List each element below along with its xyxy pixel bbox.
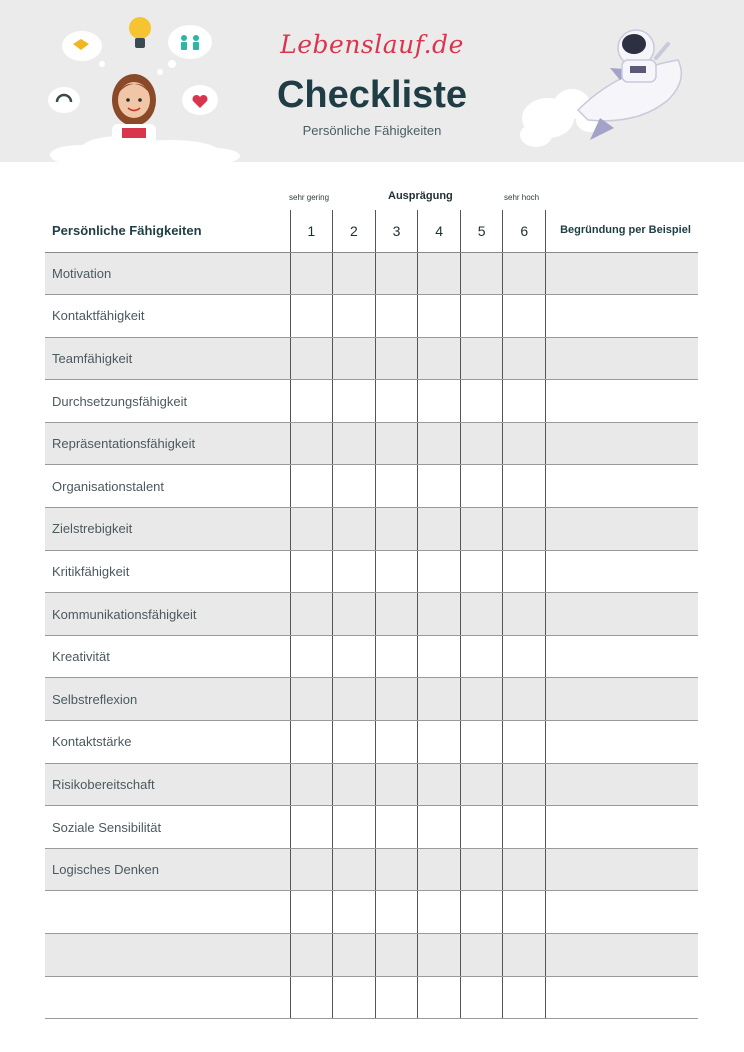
table-row — [45, 422, 698, 465]
skill-label: Kontaktfähigkeit — [45, 295, 290, 338]
table-row — [45, 508, 698, 551]
rating-cell-6[interactable] — [503, 337, 546, 380]
rating-cell-3[interactable] — [375, 635, 418, 678]
rating-cell-6[interactable] — [503, 465, 546, 508]
rating-cell-5[interactable] — [460, 848, 503, 891]
reason-cell[interactable] — [546, 422, 698, 465]
reason-cell[interactable] — [546, 550, 698, 593]
rating-cell-2[interactable] — [333, 763, 376, 806]
rating-cell-6[interactable] — [503, 678, 546, 721]
reason-cell[interactable] — [546, 635, 698, 678]
rating-cell-1[interactable] — [290, 806, 333, 849]
rating-cell-6[interactable] — [503, 848, 546, 891]
rating-cell-1[interactable] — [290, 891, 333, 934]
rating-cell-1[interactable] — [290, 422, 333, 465]
table-row — [45, 848, 698, 891]
rating-cell-4[interactable] — [418, 635, 461, 678]
rating-cell-1[interactable] — [290, 337, 333, 380]
rating-cell-4[interactable] — [418, 337, 461, 380]
rating-cell-4[interactable] — [418, 380, 461, 423]
checklist-table — [45, 210, 698, 1019]
rating-cell-2[interactable] — [333, 976, 376, 1019]
reason-cell[interactable] — [546, 252, 698, 295]
rating-cell-5[interactable] — [460, 422, 503, 465]
rating-cell-5[interactable] — [460, 891, 503, 934]
rating-cell-5[interactable] — [460, 252, 503, 295]
rating-cell-2[interactable] — [333, 678, 376, 721]
table-row — [45, 635, 698, 678]
reason-cell[interactable] — [546, 891, 698, 934]
reason-cell[interactable] — [546, 976, 698, 1019]
rating-cell-5[interactable] — [460, 934, 503, 977]
rating-cell-3[interactable] — [375, 508, 418, 551]
skill-label: Kontaktstärke — [45, 721, 290, 764]
rating-header-4: 4 — [418, 210, 461, 252]
table-row — [45, 380, 698, 423]
rating-cell-6[interactable] — [503, 763, 546, 806]
skill-label: Kommunikationsfähigkeit — [45, 593, 290, 636]
rating-cell-2[interactable] — [333, 635, 376, 678]
rating-cell-1[interactable] — [290, 550, 333, 593]
rating-cell-1[interactable] — [290, 380, 333, 423]
rating-cell-1[interactable] — [290, 763, 333, 806]
rating-header-3: 3 — [375, 210, 418, 252]
reason-cell[interactable] — [546, 934, 698, 977]
rating-cell-5[interactable] — [460, 763, 503, 806]
rating-cell-6[interactable] — [503, 635, 546, 678]
rating-cell-4[interactable] — [418, 934, 461, 977]
rating-cell-6[interactable] — [503, 508, 546, 551]
table-row — [45, 934, 698, 977]
reason-cell[interactable] — [546, 763, 698, 806]
rating-cell-3[interactable] — [375, 252, 418, 295]
table-row — [45, 593, 698, 636]
rating-cell-4[interactable] — [418, 465, 461, 508]
skill-label — [45, 976, 290, 1019]
skill-label: Soziale Sensibilität — [45, 806, 290, 849]
skill-label: Motivation — [45, 252, 290, 295]
rating-cell-1[interactable] — [290, 465, 333, 508]
rating-cell-2[interactable] — [333, 593, 376, 636]
rating-cell-3[interactable] — [375, 763, 418, 806]
table-row — [45, 678, 698, 721]
rating-cell-5[interactable] — [460, 337, 503, 380]
skill-label: Risikobereitschaft — [45, 763, 290, 806]
table-row — [45, 465, 698, 508]
rating-cell-1[interactable] — [290, 976, 333, 1019]
rating-cell-1[interactable] — [290, 934, 333, 977]
skill-label: Logisches Denken — [45, 848, 290, 891]
rating-cell-4[interactable] — [418, 806, 461, 849]
rating-cell-3[interactable] — [375, 891, 418, 934]
rating-cell-6[interactable] — [503, 295, 546, 338]
table-row — [45, 337, 698, 380]
table-row — [45, 252, 698, 295]
rating-cell-5[interactable] — [460, 721, 503, 764]
rating-cell-3[interactable] — [375, 422, 418, 465]
rating-cell-2[interactable] — [333, 337, 376, 380]
rating-cell-1[interactable] — [290, 678, 333, 721]
table-row — [45, 806, 698, 849]
rating-cell-2[interactable] — [333, 550, 376, 593]
rating-cell-6[interactable] — [503, 252, 546, 295]
rating-cell-6[interactable] — [503, 550, 546, 593]
reason-cell[interactable] — [546, 593, 698, 636]
skill-label — [45, 891, 290, 934]
rating-cell-5[interactable] — [460, 593, 503, 636]
rating-cell-3[interactable] — [375, 678, 418, 721]
brand-logo: Lebenslauf.de — [280, 30, 464, 59]
rating-cell-4[interactable] — [418, 550, 461, 593]
rating-cell-1[interactable] — [290, 848, 333, 891]
rating-cell-3[interactable] — [375, 806, 418, 849]
rating-cell-3[interactable] — [375, 337, 418, 380]
rating-cell-3[interactable] — [375, 295, 418, 338]
header-banner — [0, 0, 744, 162]
rating-cell-6[interactable] — [503, 593, 546, 636]
rating-cell-6[interactable] — [503, 976, 546, 1019]
reason-cell[interactable] — [546, 678, 698, 721]
table-row — [45, 295, 698, 338]
rating-cell-5[interactable] — [460, 806, 503, 849]
rating-cell-5[interactable] — [460, 295, 503, 338]
rating-cell-5[interactable] — [460, 635, 503, 678]
rating-cell-3[interactable] — [375, 934, 418, 977]
rating-cell-3[interactable] — [375, 465, 418, 508]
rating-cell-4[interactable] — [418, 252, 461, 295]
rating-cell-6[interactable] — [503, 891, 546, 934]
rating-cell-5[interactable] — [460, 508, 503, 551]
skill-label: Selbstreflexion — [45, 678, 290, 721]
rating-cell-1[interactable] — [290, 635, 333, 678]
rating-header-6: 6 — [503, 210, 546, 252]
rating-cell-4[interactable] — [418, 593, 461, 636]
rating-cell-1[interactable] — [290, 252, 333, 295]
skill-label: Kreativität — [45, 635, 290, 678]
rating-cell-1[interactable] — [290, 721, 333, 764]
scale-low-label: sehr gering — [289, 193, 330, 202]
rating-cell-2[interactable] — [333, 422, 376, 465]
rating-cell-3[interactable] — [375, 550, 418, 593]
rating-cell-3[interactable] — [375, 593, 418, 636]
table-header-row — [45, 210, 698, 252]
rating-cell-2[interactable] — [333, 252, 376, 295]
rating-cell-5[interactable] — [460, 678, 503, 721]
rating-cell-6[interactable] — [503, 806, 546, 849]
rating-cell-2[interactable] — [333, 806, 376, 849]
rating-header-5: 5 — [460, 210, 503, 252]
rating-cell-2[interactable] — [333, 934, 376, 977]
scale-high-label: sehr hoch — [504, 193, 540, 202]
rating-cell-2[interactable] — [333, 295, 376, 338]
rating-cell-2[interactable] — [333, 848, 376, 891]
rating-cell-6[interactable] — [503, 422, 546, 465]
table-row — [45, 976, 698, 1019]
rating-cell-5[interactable] — [460, 380, 503, 423]
rating-cell-3[interactable] — [375, 721, 418, 764]
rating-cell-3[interactable] — [375, 380, 418, 423]
reason-cell[interactable] — [546, 721, 698, 764]
rating-cell-2[interactable] — [333, 465, 376, 508]
rating-cell-3[interactable] — [375, 976, 418, 1019]
rating-cell-1[interactable] — [290, 508, 333, 551]
skill-column-header: Persönliche Fähigkeiten — [45, 210, 290, 252]
skill-label: Repräsentationsfähigkeit — [45, 422, 290, 465]
skill-label: Durchsetzungsfähigkeit — [45, 380, 290, 423]
rating-header-1: 1 — [290, 210, 333, 252]
rating-cell-2[interactable] — [333, 891, 376, 934]
rating-cell-4[interactable] — [418, 508, 461, 551]
rating-cell-2[interactable] — [333, 721, 376, 764]
rating-cell-4[interactable] — [418, 422, 461, 465]
page-title: Checkliste — [276, 74, 468, 116]
rating-cell-3[interactable] — [375, 848, 418, 891]
table-row — [45, 721, 698, 764]
reason-cell[interactable] — [546, 295, 698, 338]
rating-cell-4[interactable] — [418, 848, 461, 891]
rating-cell-1[interactable] — [290, 593, 333, 636]
rating-cell-5[interactable] — [460, 465, 503, 508]
rating-cell-1[interactable] — [290, 295, 333, 338]
rating-cell-4[interactable] — [418, 763, 461, 806]
reason-cell[interactable] — [546, 337, 698, 380]
rating-cell-4[interactable] — [418, 678, 461, 721]
rating-cell-4[interactable] — [418, 295, 461, 338]
reason-cell[interactable] — [546, 465, 698, 508]
rating-cell-2[interactable] — [333, 380, 376, 423]
rating-cell-2[interactable] — [333, 508, 376, 551]
reason-column-header: Begründung per Beispiel — [546, 210, 698, 252]
table-row — [45, 550, 698, 593]
rating-cell-5[interactable] — [460, 550, 503, 593]
page-subtitle: Persönliche Fähigkeiten — [302, 123, 442, 138]
rating-cell-4[interactable] — [418, 891, 461, 934]
skill-label: Teamfähigkeit — [45, 337, 290, 380]
reason-cell[interactable] — [546, 380, 698, 423]
rating-cell-4[interactable] — [418, 976, 461, 1019]
rating-header-2: 2 — [333, 210, 376, 252]
reason-cell[interactable] — [546, 848, 698, 891]
rating-cell-6[interactable] — [503, 380, 546, 423]
table-row — [45, 763, 698, 806]
reason-cell[interactable] — [546, 508, 698, 551]
reason-cell[interactable] — [546, 806, 698, 849]
rating-cell-5[interactable] — [460, 976, 503, 1019]
skill-label: Kritikfähigkeit — [45, 550, 290, 593]
rating-cell-4[interactable] — [418, 721, 461, 764]
scale-title: Ausprägung — [388, 190, 453, 202]
rating-cell-6[interactable] — [503, 721, 546, 764]
table-row — [45, 891, 698, 934]
skill-label: Zielstrebigkeit — [45, 508, 290, 551]
skill-label: Organisationstalent — [45, 465, 290, 508]
rating-cell-6[interactable] — [503, 934, 546, 977]
skill-label — [45, 934, 290, 977]
